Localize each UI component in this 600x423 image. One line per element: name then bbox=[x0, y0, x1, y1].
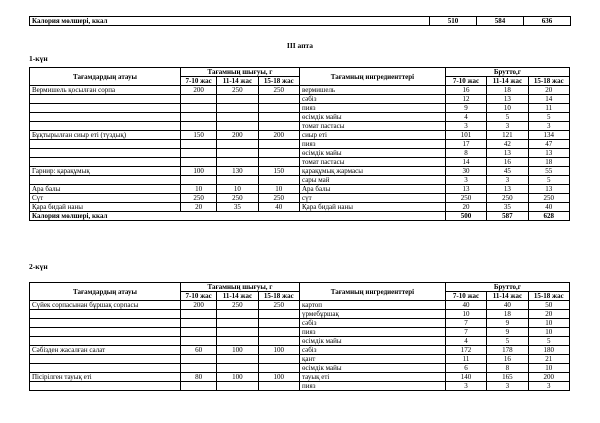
gross-value: 4 bbox=[445, 337, 486, 346]
gross-value: 13 bbox=[445, 185, 486, 194]
table-header-row bbox=[30, 68, 570, 77]
dish-name: Қара бидай наны bbox=[30, 203, 181, 212]
gross-value: 134 bbox=[528, 131, 569, 140]
output-value bbox=[181, 95, 217, 104]
ingredient-name: өсімдік майы bbox=[300, 113, 446, 122]
output-value: 10 bbox=[258, 185, 299, 194]
gross-value: 8 bbox=[487, 364, 528, 373]
week-title: III апта bbox=[286, 41, 314, 50]
gross-value: 5 bbox=[487, 337, 528, 346]
output-value: 100 bbox=[217, 373, 258, 382]
dish-name: Ара балы bbox=[30, 185, 181, 194]
table-row bbox=[30, 194, 570, 203]
table-row bbox=[30, 355, 570, 364]
gross-value: 13 bbox=[487, 185, 528, 194]
table-header-row bbox=[30, 283, 570, 292]
table-row bbox=[30, 364, 570, 373]
gross-value: 10 bbox=[528, 328, 569, 337]
table-row bbox=[30, 328, 570, 337]
dish-name bbox=[30, 328, 181, 337]
gross-value: 250 bbox=[528, 194, 569, 203]
gross-value: 16 bbox=[445, 86, 486, 95]
output-value: 35 bbox=[217, 203, 258, 212]
output-value bbox=[217, 113, 258, 122]
dish-name bbox=[30, 104, 181, 113]
output-value bbox=[258, 95, 299, 104]
gross-value: 3 bbox=[445, 176, 486, 185]
output-value: 100 bbox=[217, 346, 258, 355]
output-value: 80 bbox=[181, 373, 217, 382]
gross-value: 12 bbox=[445, 95, 486, 104]
table-row bbox=[30, 373, 570, 382]
output-value bbox=[217, 319, 258, 328]
table-row bbox=[30, 86, 570, 95]
gross-value: 14 bbox=[528, 95, 569, 104]
ingredient-name: өсімдік майы bbox=[300, 364, 446, 373]
gross-value: 3 bbox=[487, 176, 528, 185]
output-value bbox=[258, 355, 299, 364]
gross-value: 178 bbox=[487, 346, 528, 355]
ingredients-header: Тағамның ингредиенттері bbox=[300, 68, 446, 86]
output-value bbox=[258, 382, 299, 391]
gross-value: 165 bbox=[487, 373, 528, 382]
output-value bbox=[258, 158, 299, 167]
output-value bbox=[181, 113, 217, 122]
gross-value: 3 bbox=[445, 122, 486, 131]
gross-value: 30 bbox=[445, 167, 486, 176]
day1-title: 1-күн bbox=[29, 54, 48, 63]
ingredient-name: Қара бидай наны bbox=[300, 203, 446, 212]
gross-value: 6 bbox=[445, 364, 486, 373]
table-row bbox=[30, 122, 570, 131]
gross-value: 10 bbox=[528, 319, 569, 328]
output-value: 250 bbox=[217, 301, 258, 310]
gross-value: 7 bbox=[445, 328, 486, 337]
output-value bbox=[181, 122, 217, 131]
gross-value: 18 bbox=[528, 158, 569, 167]
dish-name bbox=[30, 176, 181, 185]
output-value: 150 bbox=[258, 167, 299, 176]
table-row bbox=[30, 158, 570, 167]
gross-value: 18 bbox=[487, 310, 528, 319]
dish-name: Сүт bbox=[30, 194, 181, 203]
output-value: 200 bbox=[258, 131, 299, 140]
ingredient-name: тауық еті bbox=[300, 373, 446, 382]
gross-value: 40 bbox=[528, 203, 569, 212]
gross-value: 101 bbox=[445, 131, 486, 140]
output-value bbox=[258, 319, 299, 328]
output-value: 10 bbox=[181, 185, 217, 194]
gross-value: 35 bbox=[487, 203, 528, 212]
table-row bbox=[30, 382, 570, 391]
output-value bbox=[217, 95, 258, 104]
output-value: 200 bbox=[181, 301, 217, 310]
gross-value: 3 bbox=[445, 382, 486, 391]
output-value bbox=[181, 337, 217, 346]
output-value: 130 bbox=[217, 167, 258, 176]
table-row bbox=[30, 167, 570, 176]
table-row bbox=[30, 301, 570, 310]
gross-value: 250 bbox=[487, 194, 528, 203]
gross-value: 10 bbox=[528, 364, 569, 373]
gross-value: 250 bbox=[445, 194, 486, 203]
output-value bbox=[181, 140, 217, 149]
output-value: 250 bbox=[217, 86, 258, 95]
previous-total-table bbox=[29, 16, 571, 26]
gross-value: 21 bbox=[528, 355, 569, 364]
gross-value: 11 bbox=[528, 104, 569, 113]
ingredient-name: өсімдік майы bbox=[300, 337, 446, 346]
output-value bbox=[258, 337, 299, 346]
age-header: 11-14 жас bbox=[217, 77, 258, 86]
ingredient-name: Ара балы bbox=[300, 185, 446, 194]
gross-value: 18 bbox=[487, 86, 528, 95]
table-row bbox=[30, 149, 570, 158]
gross-value: 20 bbox=[528, 310, 569, 319]
table-row bbox=[30, 203, 570, 212]
gross-value: 5 bbox=[528, 337, 569, 346]
gross-value: 20 bbox=[528, 86, 569, 95]
ingredient-name: пияз bbox=[300, 104, 446, 113]
table-row bbox=[30, 337, 570, 346]
dish-name bbox=[30, 140, 181, 149]
table-row bbox=[30, 185, 570, 194]
gross-value: 9 bbox=[445, 104, 486, 113]
output-value: 250 bbox=[258, 86, 299, 95]
age-header: 7-10 жас bbox=[181, 77, 217, 86]
calorie-value: 510 bbox=[430, 17, 477, 26]
age-header: 15-18 жас bbox=[528, 292, 569, 301]
output-value bbox=[217, 328, 258, 337]
calorie-value: 628 bbox=[528, 212, 569, 221]
gross-value: 17 bbox=[445, 140, 486, 149]
gross-value: 140 bbox=[445, 373, 486, 382]
output-value bbox=[258, 364, 299, 373]
ingredient-name: пияз bbox=[300, 140, 446, 149]
table-row bbox=[30, 104, 570, 113]
output-value: 250 bbox=[258, 301, 299, 310]
ingredient-name: сиыр еті bbox=[300, 131, 446, 140]
gross-value: 11 bbox=[445, 355, 486, 364]
age-header: 7-10 жас bbox=[445, 77, 486, 86]
output-value bbox=[258, 113, 299, 122]
output-value: 20 bbox=[181, 203, 217, 212]
dish-name bbox=[30, 122, 181, 131]
gross-value: 13 bbox=[487, 95, 528, 104]
gross-value: 16 bbox=[487, 355, 528, 364]
gross-value: 40 bbox=[487, 301, 528, 310]
day1-menu-table bbox=[29, 67, 570, 221]
dish-name: Сәбізден жасалған салат bbox=[30, 346, 181, 355]
dish-name bbox=[30, 149, 181, 158]
gross-value: 5 bbox=[528, 113, 569, 122]
gross-value: 172 bbox=[445, 346, 486, 355]
dish-name bbox=[30, 382, 181, 391]
dish-name bbox=[30, 95, 181, 104]
dish-header: Тағамдардың атауы bbox=[30, 68, 181, 86]
day2-title: 2-күн bbox=[29, 262, 48, 271]
output-value: 100 bbox=[181, 167, 217, 176]
output-value bbox=[258, 310, 299, 319]
output-value: 100 bbox=[258, 346, 299, 355]
table-row bbox=[30, 113, 570, 122]
output-value bbox=[217, 176, 258, 185]
ingredient-name: өсімдік майы bbox=[300, 149, 446, 158]
gross-value: 121 bbox=[487, 131, 528, 140]
dish-name: Вермишель қосылған сорпа bbox=[30, 86, 181, 95]
gross-value: 200 bbox=[528, 373, 569, 382]
output-value bbox=[258, 176, 299, 185]
calorie-label: Калория мөлшері, ккал bbox=[30, 212, 446, 221]
ingredient-name: вермишель bbox=[300, 86, 446, 95]
gross-value: 13 bbox=[528, 149, 569, 158]
ingredient-name: үрмебұршақ bbox=[300, 310, 446, 319]
gross-value: 7 bbox=[445, 319, 486, 328]
gross-value: 3 bbox=[528, 382, 569, 391]
ingredient-name: қант bbox=[300, 355, 446, 364]
ingredient-name: картоп bbox=[300, 301, 446, 310]
calorie-value: 500 bbox=[445, 212, 486, 221]
gross-value: 40 bbox=[445, 301, 486, 310]
output-value bbox=[217, 158, 258, 167]
output-value bbox=[181, 355, 217, 364]
output-value bbox=[217, 122, 258, 131]
output-value bbox=[258, 328, 299, 337]
ingredient-name: қарақұмық жармасы bbox=[300, 167, 446, 176]
gross-value: 5 bbox=[487, 113, 528, 122]
age-header: 11-14 жас bbox=[487, 77, 528, 86]
day2-menu-table bbox=[29, 282, 570, 391]
dish-name bbox=[30, 337, 181, 346]
table-row bbox=[30, 346, 570, 355]
dish-name bbox=[30, 158, 181, 167]
age-header: 7-10 жас bbox=[445, 292, 486, 301]
gross-value: 9 bbox=[487, 319, 528, 328]
calorie-value: 636 bbox=[524, 17, 571, 26]
output-value bbox=[217, 104, 258, 113]
output-header: Тағамның шығуы, г bbox=[181, 68, 300, 77]
age-header: 15-18 жас bbox=[258, 292, 299, 301]
gross-value: 5 bbox=[528, 176, 569, 185]
output-value bbox=[181, 158, 217, 167]
ingredient-name: сәбіз bbox=[300, 346, 446, 355]
output-value bbox=[181, 149, 217, 158]
output-value bbox=[258, 122, 299, 131]
output-value bbox=[181, 382, 217, 391]
dish-name: Гарнир: қарақұмық bbox=[30, 167, 181, 176]
ingredient-name: сәбіз bbox=[300, 95, 446, 104]
age-header: 15-18 жас bbox=[258, 77, 299, 86]
gross-value: 10 bbox=[445, 310, 486, 319]
dish-name bbox=[30, 310, 181, 319]
output-value bbox=[181, 364, 217, 373]
output-value: 250 bbox=[217, 194, 258, 203]
gross-value: 4 bbox=[445, 113, 486, 122]
output-value: 150 bbox=[181, 131, 217, 140]
gross-header: Брутто,г bbox=[445, 68, 569, 77]
ingredient-name: сәбіз bbox=[300, 319, 446, 328]
output-value bbox=[217, 382, 258, 391]
output-value: 200 bbox=[217, 131, 258, 140]
age-header: 7-10 жас bbox=[181, 292, 217, 301]
output-value bbox=[181, 310, 217, 319]
output-value bbox=[181, 104, 217, 113]
gross-value: 3 bbox=[528, 122, 569, 131]
output-value: 200 bbox=[181, 86, 217, 95]
ingredient-name: томат пастасы bbox=[300, 122, 446, 131]
output-value bbox=[181, 319, 217, 328]
gross-value: 3 bbox=[487, 122, 528, 131]
gross-value: 13 bbox=[528, 185, 569, 194]
age-header: 11-14 жас bbox=[217, 292, 258, 301]
gross-value: 8 bbox=[445, 149, 486, 158]
calorie-total-row bbox=[30, 17, 571, 26]
output-value bbox=[217, 355, 258, 364]
gross-value: 20 bbox=[445, 203, 486, 212]
dish-name bbox=[30, 355, 181, 364]
gross-header: Брутто,г bbox=[445, 283, 569, 292]
output-value bbox=[258, 140, 299, 149]
dish-name: Сүйек сорпасынан бұршақ сорпасы bbox=[30, 301, 181, 310]
table-row bbox=[30, 95, 570, 104]
calorie-value: 587 bbox=[487, 212, 528, 221]
output-value bbox=[258, 149, 299, 158]
gross-value: 10 bbox=[487, 104, 528, 113]
dish-name bbox=[30, 319, 181, 328]
output-value bbox=[181, 176, 217, 185]
ingredient-name: томат пастасы bbox=[300, 158, 446, 167]
output-value bbox=[217, 337, 258, 346]
calorie-value: 584 bbox=[477, 17, 524, 26]
gross-value: 14 bbox=[445, 158, 486, 167]
output-value bbox=[217, 310, 258, 319]
output-value: 250 bbox=[181, 194, 217, 203]
ingredient-name: пияз bbox=[300, 328, 446, 337]
dish-name: Пісірілген тауық еті bbox=[30, 373, 181, 382]
output-value: 100 bbox=[258, 373, 299, 382]
output-value: 250 bbox=[258, 194, 299, 203]
gross-value: 55 bbox=[528, 167, 569, 176]
table-row bbox=[30, 176, 570, 185]
gross-value: 47 bbox=[528, 140, 569, 149]
dish-name: Бұқтырылған сиыр еті (түздық) bbox=[30, 131, 181, 140]
gross-value: 9 bbox=[487, 328, 528, 337]
gross-value: 50 bbox=[528, 301, 569, 310]
output-value: 10 bbox=[217, 185, 258, 194]
calorie-label: Калория мөлшері, ккал bbox=[30, 17, 430, 26]
output-value bbox=[217, 149, 258, 158]
age-header: 15-18 жас bbox=[528, 77, 569, 86]
gross-value: 13 bbox=[487, 149, 528, 158]
dish-header: Тағамдардың атауы bbox=[30, 283, 181, 301]
calorie-total-row bbox=[30, 212, 570, 221]
output-value bbox=[217, 364, 258, 373]
gross-value: 45 bbox=[487, 167, 528, 176]
output-value: 60 bbox=[181, 346, 217, 355]
dish-name bbox=[30, 113, 181, 122]
ingredients-header: Тағамның ингредиенттері bbox=[300, 283, 446, 301]
dish-name bbox=[30, 364, 181, 373]
table-row bbox=[30, 140, 570, 149]
table-row bbox=[30, 319, 570, 328]
table-row bbox=[30, 131, 570, 140]
gross-value: 16 bbox=[487, 158, 528, 167]
table-row bbox=[30, 310, 570, 319]
gross-value: 180 bbox=[528, 346, 569, 355]
ingredient-name: сары май bbox=[300, 176, 446, 185]
ingredient-name: сүт bbox=[300, 194, 446, 203]
age-header: 11-14 жас bbox=[487, 292, 528, 301]
output-value bbox=[258, 104, 299, 113]
gross-value: 42 bbox=[487, 140, 528, 149]
output-value bbox=[181, 328, 217, 337]
output-value bbox=[217, 140, 258, 149]
gross-value: 3 bbox=[487, 382, 528, 391]
ingredient-name: пияз bbox=[300, 382, 446, 391]
output-header: Тағамның шығуы, г bbox=[181, 283, 300, 292]
output-value: 40 bbox=[258, 203, 299, 212]
